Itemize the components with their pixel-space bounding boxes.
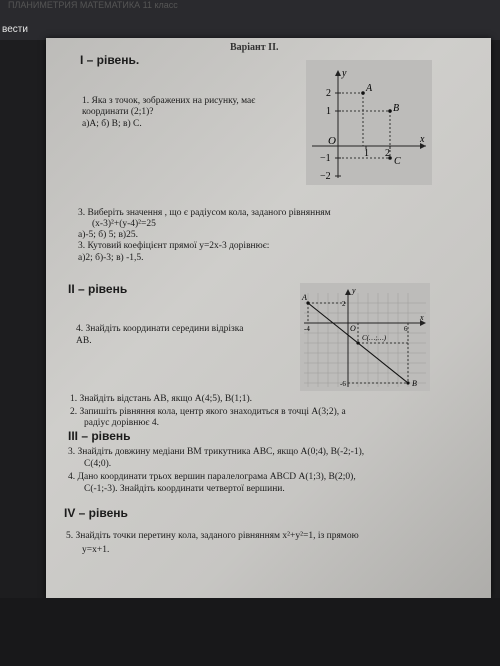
task-4-line-1: 4. Знайдіть координати середини відрізка [76,324,244,334]
task-3a-line-2: (x-3)²+(y-4)²=25 [92,219,156,229]
level-3-heading: ІІІ – рівень [68,429,131,443]
fig1-point-a [361,91,365,95]
level-4-heading: ІV – рівень [64,506,128,520]
top-bar [0,0,500,40]
fig2-point-a-label: A [302,293,307,302]
task-2-1: 1. Знайдіть відстань АВ, якщо А(4;5), В(1;1). [70,394,253,404]
task-3-4-line-1: 4. Дано координати трьох вершин паралелограма АВСD А(1;3), В(2;0), [68,472,356,482]
task-3a-line-3: а)-5; б) 5; в)25. [78,230,138,240]
top-bar-faint-text: ПЛАНИМЕТРИЯ МАТЕМАТИКА 11 класс [8,0,178,10]
fig1-x-label: x [420,134,425,145]
level-1-heading: І – рівень. [80,53,140,67]
fig1-y-arrow [335,70,341,76]
figure-1-svg [306,60,432,185]
task-3b-line-2: а)2; б)-3; в) -1,5. [78,253,144,263]
figure-2-coordinate-plane [300,283,430,391]
fig2-tick-neg6: -6 [340,380,346,388]
fig2-point-c-label: C(…;…) [362,334,387,342]
task-1-line-2: координати (2;1)? [82,107,154,117]
fig2-point-c [356,341,359,344]
fig1-tick-y-neg1: −1 [320,153,331,164]
fig2-tick-6: 6 [404,325,408,333]
task-4-line-2: АВ. [76,336,92,346]
fig1-point-b-label: B [393,103,400,114]
fig1-point-c-label: C [394,156,401,167]
fig2-tick-2: 2 [342,300,346,308]
task-3-4-line-2: С(-1;-3). Знайдіть координати четвертої вершини. [84,484,285,494]
task-1-line-1: 1. Яка з точок, зображених на рисунку, має [82,96,256,106]
top-bar-label[interactable]: вести [2,24,28,35]
fig2-tick-neg4: -4 [304,325,310,333]
fig1-point-b [388,109,392,113]
task-1-line-3: а)А; б) В; в) С. [82,119,142,129]
figure-1-coordinate-plane [306,60,432,185]
task-3b-line-1: 3. Кутовий коефіцієнт прямої y=2x-3 дорівнює: [78,241,270,251]
variant-title: Варіант II. [230,42,279,53]
fig1-tick-y-neg2: −2 [320,171,331,182]
figure-2-svg [300,283,430,391]
fig1-tick-x-2: 2 [385,148,390,159]
fig1-tick-x-1: 1 [364,148,369,159]
task-4-5-line-1: 5. Знайдіть точки перетину кола, заданого рівнянням x²+y²=1, із прямою [66,531,359,541]
task-3-3-line-2: С(4;0). [84,459,112,469]
fig2-y-label: y [352,286,356,295]
fig1-tick-y-2: 2 [326,88,331,99]
task-3a-line-1: 3. Виберіть значення , що є радіусом кола, заданого рівнянням [78,208,331,218]
fig2-point-b-label: B [412,379,417,388]
task-3-3-line-1: 3. Знайдіть довжину медіани ВМ трикутника АВС, якщо А(0;4), В(-2;-1), [68,447,365,457]
bottom-background [0,598,500,666]
fig2-origin-label: O [350,324,356,333]
fig2-point-b [406,381,409,384]
fig1-point-a-label: A [366,83,373,94]
level-2-heading: ІІ – рівень [68,282,128,296]
fig1-y-label: y [342,68,347,79]
task-4-5-line-2: y=x+1. [82,545,110,555]
task-2-2-line-2: радіус дорівнює 4. [84,418,159,428]
fig1-origin-label: O [328,135,336,147]
task-2-2-line-1: 2. Запишіть рівняння кола, центр якого знаходиться в точці А(3;2), а [70,407,346,417]
fig1-tick-y-1: 1 [326,106,331,117]
fig2-y-arrow [345,289,351,295]
fig2-x-label: x [420,313,424,322]
worksheet-photo [46,38,491,598]
